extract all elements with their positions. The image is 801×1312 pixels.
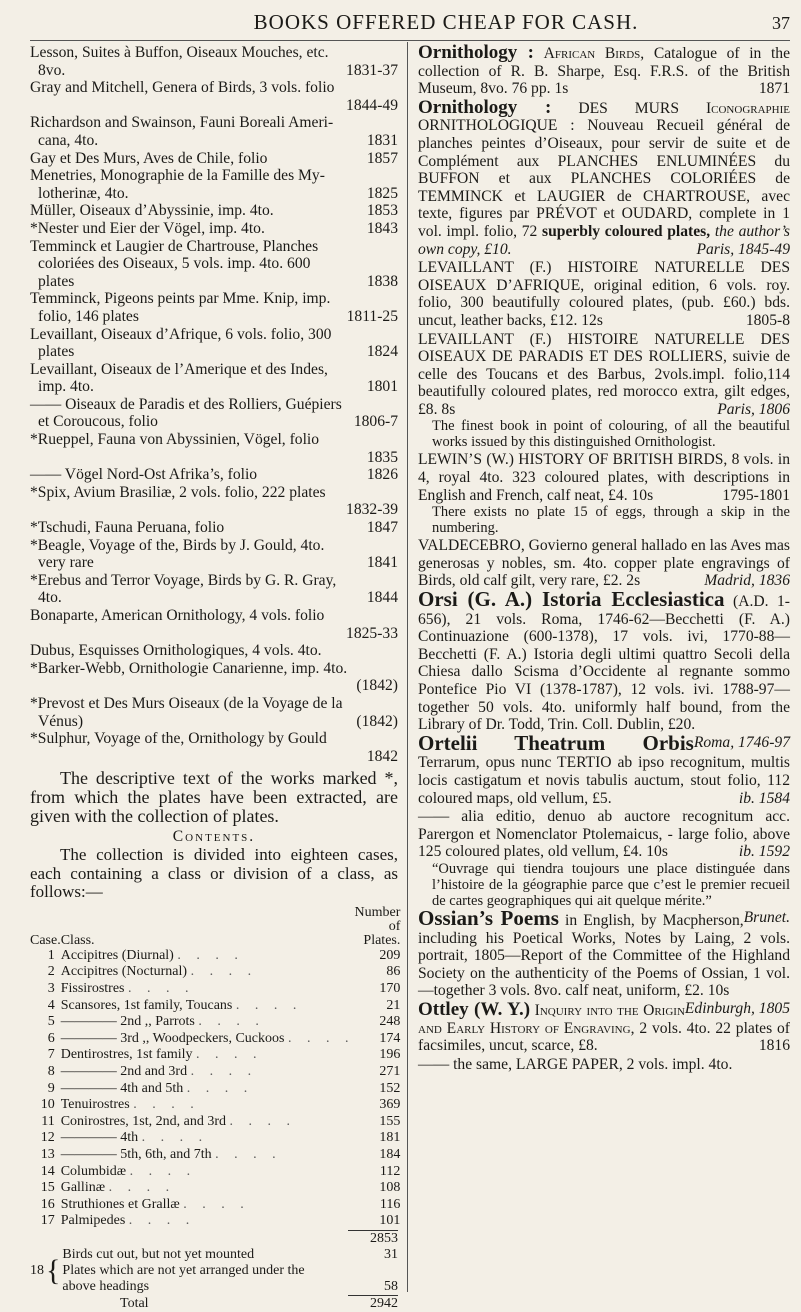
entry-levaillant-paradis: LEVAILLANT (F.) HISTOIRE NATURELLE DES OISEAUX DE PARADIS ET DES ROLLIERS, suivie de celle des Toucans et des Barbus, 2vols.impl. folio,114 beautifully coloured plates, red morocco extra, gilt edges, £8. 8s Paris, 1806 The finest book in point of colouring, of all the beautiful works issued by this distinguished Ornithologist. <box>418 330 790 451</box>
brace-glyph: { <box>46 1253 61 1287</box>
left-entry: *Rueppel, Fauna von Abyssinien, Vögel, folio 1835 <box>30 431 398 466</box>
left-entries <box>30 44 398 765</box>
case-18-line2: Plates which are not yet arranged under the <box>62 1262 305 1278</box>
table-row: 6 ———— 3rd ,, Woodpeckers, Cuckoos . . . . 174 <box>47 1030 401 1046</box>
right-column <box>418 44 790 1073</box>
table-row: 17 Palmipedes . . . . 101 <box>40 1213 401 1229</box>
left-entry: *Beagle, Voyage of the, Birds by J. Gould, 4to. very rare 1841 <box>30 536 398 572</box>
cases-table <box>30 906 400 1230</box>
entry-ottley: Ottley (W. Y.) Inquiry into the Origin and Early History of Engraving, 2 vols. 4to. 22 plates of facsimiles, uncut, scarce, £8. 1816 <box>418 998 790 1055</box>
left-entry: *Tschudi, Fauna Peruana, folio 1847 <box>30 519 398 537</box>
entry-ortelius-alia: —— alia editio, denuo ab auctore recognitum acc. Parergon et Nomenclator Ptolemaicus, - large folio, above 125 coloured plates, old vellum, £4. 10s ib. 1592 “Ouvrage qui tiendra toujours une place distinguée dans l’histoire de la géographie parce que c’est le premier recueil de cartes geographiques qui ait quelque mérite.” Brunet. <box>418 808 790 926</box>
entry-ossian: Ossian’s Poems in English, by Macpherson, including his Poetical Works, Notes by Laing, 2 vols. portrait, 1805—Report of the Committee of the Highland Society on the authenticity of the Poems of Ossian, 1 vol.—together 3 vols. 8vo. calf neat, uniform, £2. 10s Edinburgh, 1805 <box>418 905 790 1017</box>
entry-levaillant-afrique: LEVAILLANT (F.) HISTOIRE NATURELLE DES OISEAUX D’AFRIQUE, original edition, 6 vols. roy. folio, 300 beautifully coloured plates, (pub. £60.) bds. uncut, leather backs, £12. 12s 1805-8 <box>418 259 790 329</box>
left-entry: Temminck et Laugier de Chartrouse, Planches coloriées des Oiseaux, 5 vols. imp. 4to. 600 <box>30 237 319 273</box>
left-entry: *Nester und Eier der Vögel, imp. 4to. 1843 <box>30 219 398 237</box>
left-entry: Müller, Oiseaux d’Abyssinie, imp. 4to. 1853 <box>30 202 398 220</box>
table-row: 2 Accipitres (Nocturnal) . . . . 86 <box>47 964 401 980</box>
left-entry: Temminck, Pigeons peints par Mme. Knip, imp. folio, 146 plates 1811-25 <box>30 290 398 325</box>
left-entry: *Spix, Avium Brasiliæ, 2 vols. folio, 222 plates 1832-39 <box>30 483 398 519</box>
case-18-value1: 31 <box>384 1246 398 1262</box>
table-row: 4 Scansores, 1st family, Toucans . . . . 21 <box>47 997 401 1013</box>
entry-ortelius: Ortelii Theatrum Orbis Terrarum, opus nunc TERTIO ab ipso recognitum, multis locis castigatum et novis tabulis auctum, stout folio, 112 coloured maps, old vellum, £5. ib. 1584 <box>418 730 790 807</box>
table-row: 13 ———— 5th, 6th, and 7th . . . . 184 <box>40 1146 401 1162</box>
page-number: 37 <box>772 13 790 33</box>
table-row: 15 Gallinæ . . . . 108 <box>40 1180 401 1196</box>
entry-ottley-large-paper: —— the same, LARGE PAPER, 2 vols. impl. 4to. <box>418 1055 733 1073</box>
class-header: Class. <box>60 932 95 948</box>
left-entry: —— Oiseaux de Paradis et des Rolliers, Guépiers et Coroucous, folio 1806-7 <box>30 395 398 431</box>
contents-heading: Contents. <box>172 828 256 846</box>
left-column <box>30 44 401 1312</box>
case-18-number: 18 <box>30 1262 44 1278</box>
table-row: 11 Conirostres, 1st, 2nd, and 3rd . . . . 155 <box>41 1113 401 1129</box>
column-divider <box>407 42 408 1292</box>
left-entry: Levaillant, Oiseaux de l’Amerique et des Indes, imp. 4to. 1801 <box>30 360 398 396</box>
page-header <box>30 10 790 36</box>
left-entry: —— Vögel Nord-Ost Afrika’s, folio 1826 <box>30 466 398 484</box>
left-entry: Menetries, Monographie de la Famille des My- lotherinæ, 4to. 1825 <box>30 167 398 202</box>
left-entry: Gay et Des Murs, Aves de Chile, folio 1857 <box>30 149 398 167</box>
entry-lewin: LEWIN’S (W.) HISTORY OF BRITISH BIRDS, 8 vols. in 4, royal 4to. 323 coloured plates, with descriptions in English and French, calf neat, £4. 10s 1795-1801 There exists no plate 15 of eggs, through a skip in the numbering. <box>418 451 790 537</box>
left-entry: *Erebus and Terror Voyage, Birds by G. R. Gray, 4to. 1844 <box>30 571 398 607</box>
case-header: Case. <box>30 932 61 948</box>
page-title: BOOKS OFFERED CHEAP FOR CASH. <box>253 10 639 34</box>
subtotal-value: 2853 <box>370 1230 398 1246</box>
total-value: 2942 <box>370 1295 398 1311</box>
table-row: 16 Struthiones et Grallæ . . . . 116 <box>40 1196 401 1212</box>
left-entry: *Barker-Webb, Ornithologie Canarienne, imp. 4to. (1842) <box>30 659 398 695</box>
header-rule <box>30 40 790 41</box>
table-row: 12 ———— 4th . . . . 181 <box>40 1130 401 1146</box>
left-entry: *Prevost et Des Murs Oiseaux (de la Voyage de la Vénus) (1842) <box>30 694 398 730</box>
table-row: 8 ———— 2nd and 3rd . . . . 271 <box>47 1064 401 1079</box>
catalogue-page <box>30 0 791 1311</box>
entry-ornithology-african: Ornithology : African Birds, Catalogue of in the collection of R. B. Sharpe, Esq. F.R.S. of the British Museum, 8vo. 76 pp. 1s 1871 <box>418 42 791 98</box>
left-entry: Levaillant, Oiseaux d’Afrique, 6 vols. folio, 300 plates 1824 <box>30 325 398 361</box>
number-header: Number of Plates. <box>354 904 401 948</box>
left-entry: Gray and Mitchell, Genera of Birds, 3 vols. folio 1844-49 <box>30 79 398 114</box>
left-entry: Dubus, Esquisses Ornithologiques, 4 vols. 4to. <box>30 642 322 660</box>
left-entry: Lesson, Suites à Buffon, Oiseaux Mouches, etc. 8vo. 1831-37 <box>30 44 398 79</box>
case-18-line1: Birds cut out, but not yet mounted <box>62 1246 255 1262</box>
table-row: 5 ———— 2nd ,, Parrots . . . . 248 <box>47 1014 401 1030</box>
left-entry: *Sulphur, Voyage of the, Ornithology by Gould 1842 <box>30 730 398 765</box>
table-row: 7 Dentirostres, 1st family . . . . 196 <box>47 1047 401 1063</box>
entry-valdecebro: VALDECEBRO, Govierno general hallado en las Aves mas generosas y nobles, sm. 4to. copper plate engravings of Birds, old calf gilt, very rare, £2. 2s Madrid, 1836 <box>418 537 790 590</box>
case-18-value2: 58 <box>384 1278 398 1294</box>
asterisk-note: The descriptive text of the works marked *, from which the plates have been extracted, are given with the collection of plates. <box>30 768 398 827</box>
table-row: 1 Accipitres (Diurnal) . . . . 209 <box>47 947 401 963</box>
total-label: Total <box>120 1295 149 1311</box>
entry-orsi: Orsi (G. A.) Istoria Ecclesiastica (A.D. 1-656), 21 vols. Roma, 1746-62—Becchetti (F. A.) Continuazione (600-1378), 17 vols. ivi, 1770-88—Becchetti (F. A.) Istoria degli ultimi quattro Secoli della Chiesa dallo Scisma d’Occidente al regnante sommo Pontefice Pio VI (1378-1787), 12 vols. ivi. 1788-97—together 50 vols. 4to. uniformly half bound, from the Library of Dr. Todd, Trin. Coll. Dublin, £20. Roma, 1746-97 <box>418 587 790 751</box>
left-entry: plates 1838 <box>38 272 398 290</box>
left-entry: Bonaparte, American Ornithology, 4 vols. folio 1825-33 <box>30 607 398 642</box>
entry-ornithology-des-murs: Ornithology : DES MURS Iconographie ORNITHOLOGIQUE : Nouveau Recueil général de planches peintes d’Oiseaux, pour servir de suite et de Complément aux PLANCHES ENLUMINÉES du BUFFON et aux PLANCHES COLORIÉES de TEMMINCK et LAUGIER de CHARTROUSE, avec texte, figures par PRÉVOT et OUDARD, complete in 1 vol. impl. folio, 72 superbly coloured plates, the author’s own copy, £10. Paris, 1845-49 <box>418 96 791 258</box>
table-row: 3 Fissirostres . . . . 170 <box>47 981 401 997</box>
contents-note: The collection is divided into eighteen cases, each containing a class or division of a class, as follows:— <box>30 845 398 902</box>
table-row: 10 Tenuirostres . . . . 369 <box>40 1097 401 1113</box>
table-row: 14 Columbidæ . . . . 112 <box>40 1163 401 1179</box>
table-row: 9 ———— 4th and 5th . . . . 152 <box>47 1080 401 1096</box>
case-18-line3: above headings <box>62 1278 150 1294</box>
table-footer <box>30 1231 398 1312</box>
left-entry: Richardson and Swainson, Fauni Boreali Ameri- cana, 4to. 1831 <box>30 114 398 149</box>
